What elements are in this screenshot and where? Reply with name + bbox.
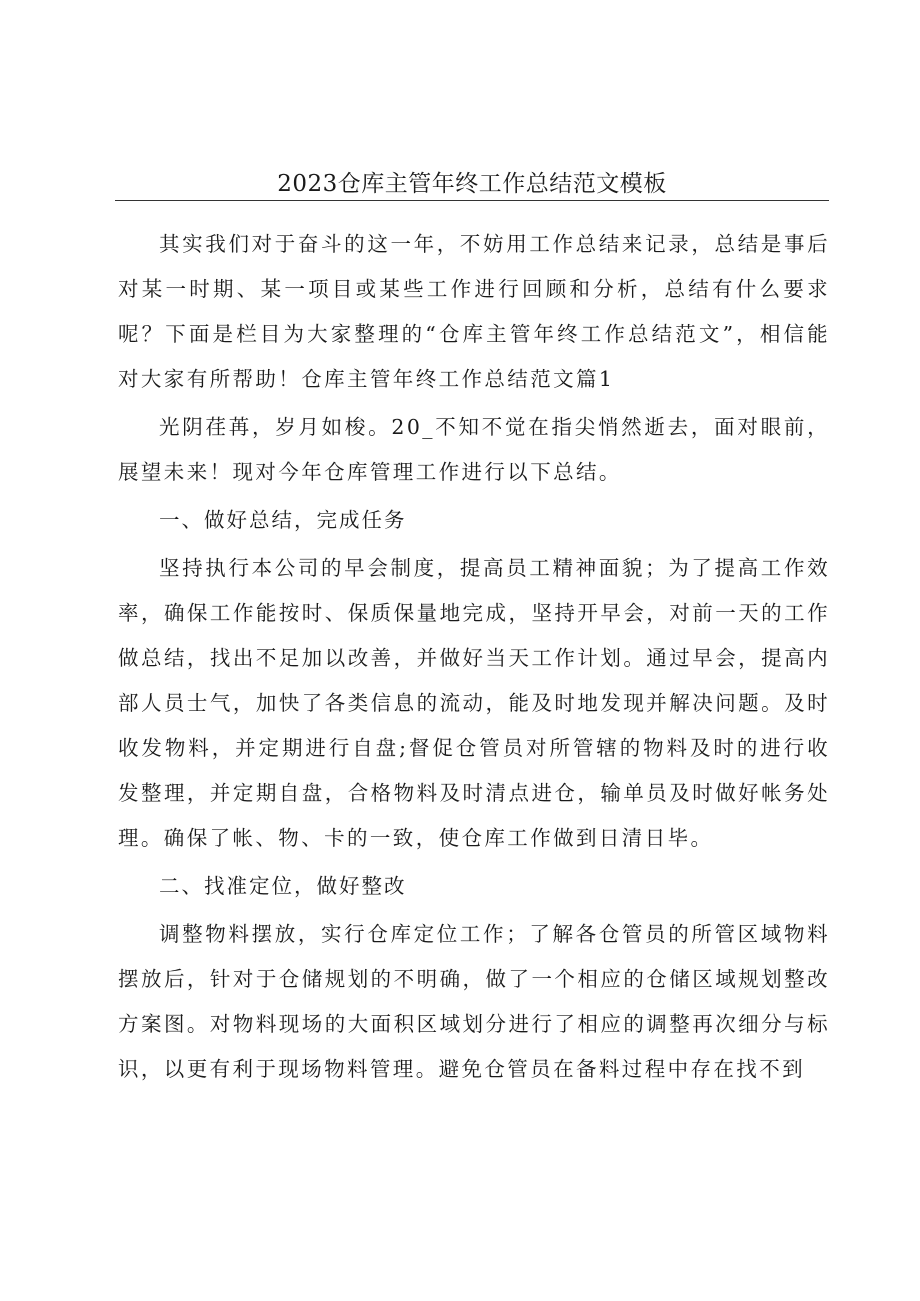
document-title: 2023仓库主管年终工作总结范文模板 <box>277 171 667 197</box>
intro-paragraph: 其实我们对于奋斗的这一年，不妨用工作总结来记录，总结是事后对某一时期、某一项目或某些工作进行回顾和分析，总结有什么要求呢？下面是栏目为大家整理的“仓库主管年终工作总结范文”，相信能对大家有所帮助！仓库主管年终工作总结范文篇1 <box>118 232 830 391</box>
section-heading-2: 二、找准定位，做好整改 <box>159 874 407 898</box>
section-2-paragraph: 调整物料摆放，实行仓库定位工作；了解各仓管员的所管区域物料摆放后，针对于仓储规划的不明确，做了一个相应的仓储区域规划整改方案图。对物料现场的大面积区域划分进行了相应的调整再次细分与标识，以更有利于现场物料管理。避免仓管员在备料过程中存在找不到 <box>118 922 830 1081</box>
section-heading-1: 一、做好总结，完成任务 <box>159 508 407 532</box>
opening-paragraph: 光阴荏苒，岁月如梭。20_不知不觉在指尖悄然逝去，面对眼前，展望未来！现对今年仓库管理工作进行以下总结。 <box>118 415 830 484</box>
document-body <box>118 222 830 1092</box>
section-1-paragraph: 坚持执行本公司的早会制度，提高员工精神面貌；为了提高工作效率，确保工作能按时、保质保量地完成，坚持开早会，对前一天的工作做总结，找出不足加以改善，并做好当天工作计划。通过早会，提高内部人员士气，加快了各类信息的流动，能及时地发现并解决问题。及时收发物料，并定期进行自盘;督促仓管员对所管辖的物料及时的进行收发整理，并定期自盘，合格物料及时清点进仓，输单员及时做好帐务处理。确保了帐、物、卡的一致，使仓库工作做到日清日毕。 <box>118 556 830 850</box>
title-underline <box>115 200 829 201</box>
